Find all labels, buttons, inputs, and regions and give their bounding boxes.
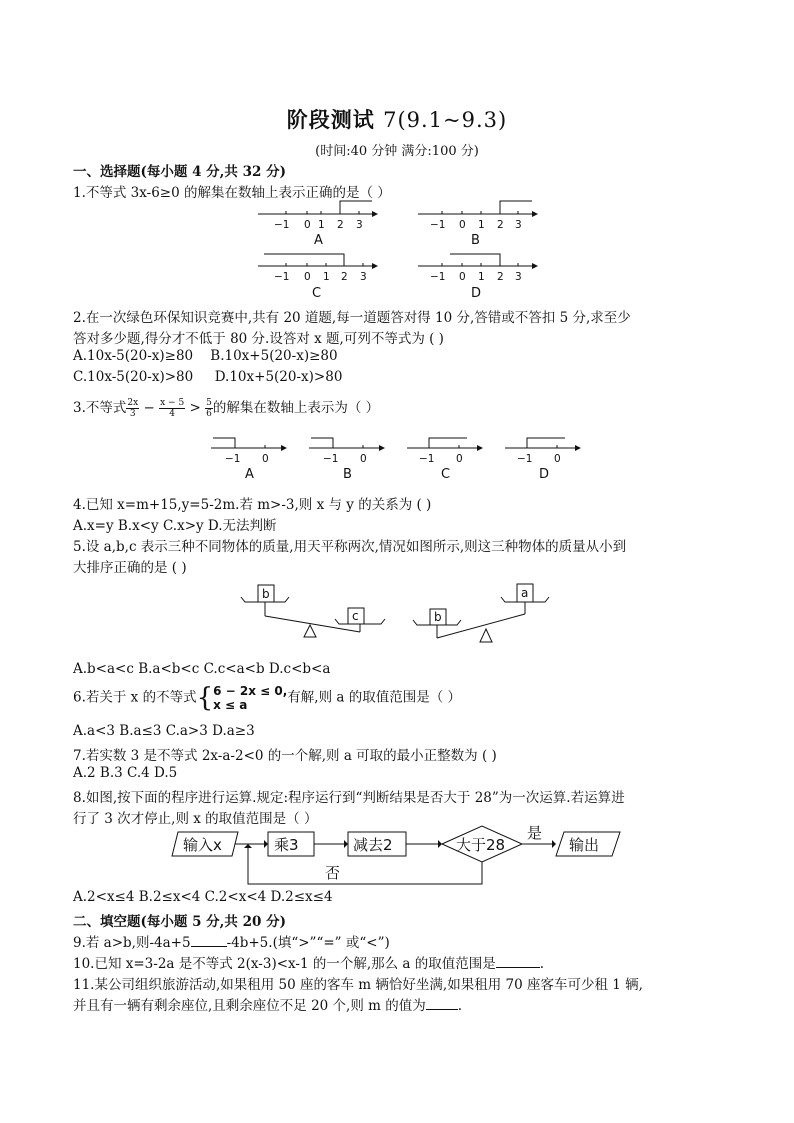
question-5-line1: 5.设 a,b,c 表示三种不同物体的质量,用天平称两次,情况如图所示,则这三种物体的质量从小到 [73,539,627,555]
q11-answer-blank[interactable] [426,997,458,1010]
question-11-line1: 11.某公司组织旅游活动,如果租用 50 座的客车 m 辆恰好坐满,如果租用 70 座客车可少租 1 辆, [73,977,643,993]
q1-number-lines [250,198,550,302]
q3-label-c: C [441,467,451,482]
q5-balance-scales [235,580,565,652]
question-2-line2: 答对多少题,得分才不低于 80 分.设答对 x 题,可列不等式为 ( ) [73,331,444,347]
flow-output-box: 输出 [569,836,600,854]
q1-label-b: B [471,233,480,248]
q3-minus: − [143,400,155,416]
q6-prefix: 6.若关于 x 的不等式 [73,689,197,706]
q3c-tick: 0 [456,453,463,465]
q11-suffix: . [457,998,463,1014]
q2-option-d: D.10x+5(20-x)>80 [214,369,343,385]
q3-number-lines [205,432,595,484]
question-5-line2: 大排序正确的是 ( ) [73,560,187,576]
question-10 [73,952,544,972]
page-title [0,104,794,134]
q1a-tick: 1 [318,219,325,231]
q3d-tick: −1 [517,453,533,465]
q3-suffix: 的解集在数轴上表示为（ ） [212,400,380,416]
question-8-line1: 8.如图,按下面的程序进行运算.规定:程序运行到“判断结果是否大于 28”为一次运算.若运算进 [73,790,625,806]
q1c-tick: 3 [360,271,367,283]
question-7: 7.若实数 3 是不等式 2x-a-2<0 的一个解,则 a 可取的最小正整数为 ( ) [73,748,497,764]
question-2-options-cd [73,369,342,385]
flow-input-box: 输入x [183,836,222,854]
q3d-tick: 0 [554,453,561,465]
q3-prefix: 3.不等式 [73,400,127,416]
question-8-options: A.2<x≤4 B.2≤x<4 C.2<x<4 D.2≤x≤4 [73,889,333,905]
q10-answer-blank[interactable] [496,955,540,968]
q3c-tick: −1 [419,453,435,465]
q1d-tick: 1 [478,271,485,283]
q1-label-d: D [471,286,482,301]
question-9 [73,931,390,951]
q3a-tick: −1 [225,453,241,465]
q3b-tick: −1 [323,453,339,465]
q3-gt: > [189,400,201,416]
q3-label-b: B [343,467,352,482]
question-2-options-ab [73,348,338,364]
scale1-right-weight: c [352,609,359,623]
q1d-tick: 3 [515,271,522,283]
title-main: 阶段测试 [286,107,375,132]
q1-label-c: C [312,286,322,301]
q1c-tick: 2 [341,271,348,283]
q3-label-d: D [539,467,550,482]
q1c-tick: 0 [304,271,311,283]
q1b-tick: −1 [430,219,446,231]
q1d-tick: 0 [459,271,466,283]
q10-suffix: . [539,956,545,972]
scale2-right-weight: a [521,586,529,600]
q3-fraction-1: $\frac{2x}{3}$ [127,398,139,419]
q3b-tick: 0 [360,453,367,465]
q1-label-a: A [314,233,323,248]
q6-brace: { [196,683,214,713]
q6-suffix: 有解,则 a 的取值范围是（ ） [287,689,462,706]
q1b-tick: 0 [459,219,466,231]
q3-fraction-3: $\frac{5}{6}$ [206,398,212,419]
question-7-options: A.2 B.3 C.4 D.5 [73,765,178,781]
question-6 [73,684,461,712]
question-3 [73,396,379,419]
question-2-line1: 2.在一次绿色环保知识竞赛中,共有 20 道题,每一道题答对得 10 分,答错或不答扣 5 分,求至少 [73,310,631,326]
q1c-tick: −1 [274,271,290,283]
subtitle: (时间:40 分钟 满分:100 分) [315,144,479,159]
q1d-tick: 2 [497,271,504,283]
q3-label-a: A [245,467,254,482]
q8-flowchart [160,824,630,888]
question-4: 4.已知 x=m+15,y=5-2m.若 m>-3,则 x 与 y 的关系为 ( ) [73,497,432,513]
section-fill-heading: 二、填空题(每小题 5 分,共 20 分) [73,914,286,930]
flow-multiply-box: 乘3 [274,836,299,854]
question-1: 1.不等式 3x-6≥0 的解集在数轴上表示正确的是（ ） [73,185,391,201]
q9-answer-blank[interactable] [191,934,227,947]
scale1-left-weight: b [262,587,270,601]
flow-yes-label: 是 [527,824,543,842]
scale2-left-weight: b [434,610,442,624]
q2-option-c: C.10x-5(20-x)>80 [73,369,194,385]
q9-suffix: -4b+5.(填“>”“=” 或“<”) [226,935,390,951]
q9-prefix: 9.若 a>b,则-4a+5 [73,935,191,951]
q1a-tick: 2 [337,219,344,231]
question-5-options: A.b<a<c B.a<b<c C.c<a<b D.c<b<a [73,661,331,677]
q1a-tick: −1 [274,219,290,231]
question-6-options: A.a<3 B.a≤3 C.a>3 D.a≥3 [73,723,255,739]
q11-prefix: 并且有一辆有剩余座位,且剩余座位不足 20 个,则 m 的值为 [73,998,426,1014]
q2-option-b: B.10x+5(20-x)≥80 [210,348,338,364]
q10-prefix: 10.已知 x=3-2a 是不等式 2(x-3)<x-1 的一个解,那么 a 的取值范围是 [73,956,496,972]
section-choice-heading: 一、选择题(每小题 4 分,共 32 分) [73,164,286,180]
q1b-tick: 3 [515,219,522,231]
q1b-tick: 1 [478,219,485,231]
question-8-line2: 行了 3 次才停止,则 x 的取值范围是（ ） [73,811,318,827]
q2-option-a: A.10x-5(20-x)≥80 [73,348,194,364]
flow-no-label: 否 [325,864,341,882]
q1d-tick: −1 [430,271,446,283]
q1a-tick: 0 [304,219,311,231]
q6-system: 6 − 2x ≤ 0, x ≤ a [213,684,288,712]
q1a-tick: 3 [356,219,363,231]
q1b-tick: 2 [497,219,504,231]
question-11-line2 [73,994,462,1014]
question-4-options: A.x=y B.x<y C.x>y D.无法判断 [73,518,277,534]
title-range: 7(9.1~9.3) [383,108,508,132]
q3a-tick: 0 [262,453,269,465]
flow-subtract-box: 减去2 [353,836,393,854]
q3-fraction-2: $\frac{x - 5}{4}$ [160,398,185,419]
q1c-tick: 1 [323,271,330,283]
flow-judge-diamond: 大于28 [456,836,506,854]
